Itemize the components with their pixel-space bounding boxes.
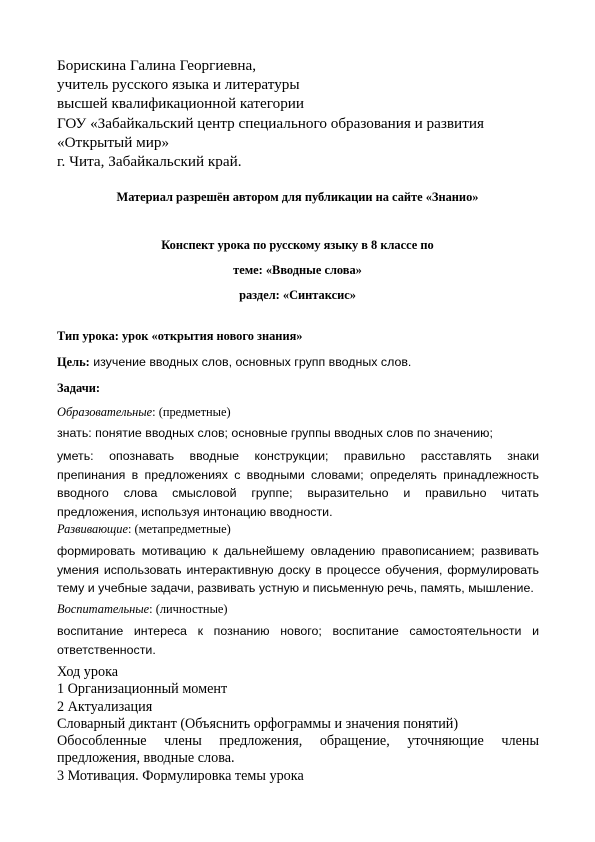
educational-label: Образовательные [57, 405, 153, 419]
developing-text [57, 542, 539, 598]
lesson-progress [57, 664, 539, 785]
developing-suffix: : (метапредметные) [127, 522, 231, 536]
tasks-label: Задачи: [57, 381, 100, 395]
educational-suffix: : (предметные) [152, 405, 231, 419]
developing-heading [57, 520, 539, 539]
developing-line: тему и учебные задачи, развивать устную и письменную речь, память, мышление. [57, 581, 534, 595]
educational-skills [57, 447, 539, 521]
lesson-section: раздел: «Синтаксис» [239, 288, 356, 302]
lesson-step-3: 3 Мотивация. Формулировка темы урока [57, 767, 304, 784]
author-city: г. Чита, Забайкальский край. [57, 153, 242, 171]
lesson-step-2: 2 Актуализация [57, 698, 153, 715]
goal-label: Цель: [57, 355, 90, 369]
educational-heading [57, 403, 539, 422]
skills-line: уметь: опознавать вводные конструкции; правильно расставлять знаки [57, 449, 539, 463]
skills-line: препинания в предложениях с вводными словами; определять принадлежность [57, 467, 539, 482]
author-position: учитель русского языка и литературы [57, 76, 300, 94]
permission-note: Материал разрешён автором для публикации на сайте «Знанио» [116, 190, 479, 204]
skills-line: предложения, используя интонацию вводности. [57, 504, 333, 519]
developing-line: умения использовать интерактивную доску в процессе обучения, формулировать [57, 562, 539, 577]
lesson-heading: Конспект урока по русскому языку в 8 классе по [161, 238, 434, 252]
developing-label: Развивающие [57, 522, 128, 536]
lesson-goal [57, 353, 539, 372]
lesson-topic: теме: «Вводные слова» [233, 263, 362, 277]
author-name: Борискина Галина Георгиевна, [57, 57, 257, 74]
upbringing-heading [57, 600, 539, 619]
author-organization: ГОУ «Забайкальский центр специального образования и развития [57, 114, 484, 132]
skills-line: вводного слова смысловой группе; выразительно и правильно читать [57, 486, 539, 500]
lesson-type: Тип урока: урок «открытия нового знания» [57, 329, 303, 343]
lesson-step-1: 1 Организационный момент [57, 681, 228, 698]
developing-line: формировать мотивацию к дальнейшему овладению правописанием; развивать [57, 544, 539, 558]
educational-know: знать: понятие вводных слов; основные группы вводных слов по значению; [57, 426, 493, 440]
upbringing-suffix: : (личностные) [149, 602, 228, 616]
dictation-terms-end: предложения, вводные слова. [57, 750, 235, 767]
lesson-progress-title: Ход урока [57, 664, 119, 680]
upbringing-text [57, 622, 539, 659]
goal-text: изучение вводных слов, основных групп вводных слов. [89, 355, 412, 369]
dictation-terms: Обособленные члены предложения, обращение, уточняющие члены [57, 733, 539, 750]
upbringing-line: воспитание интереса к познанию нового; воспитание самостоятельности и [57, 624, 539, 638]
vocabulary-dictation: Словарный диктант (Объяснить орфограммы и значения понятий) [57, 715, 459, 732]
author-organization-name: «Открытый мир» [57, 133, 170, 151]
upbringing-label: Воспитательные [57, 602, 150, 616]
author-category: высшей квалификационной категории [57, 95, 305, 113]
upbringing-line: ответственности. [57, 642, 156, 657]
author-block [57, 56, 557, 171]
